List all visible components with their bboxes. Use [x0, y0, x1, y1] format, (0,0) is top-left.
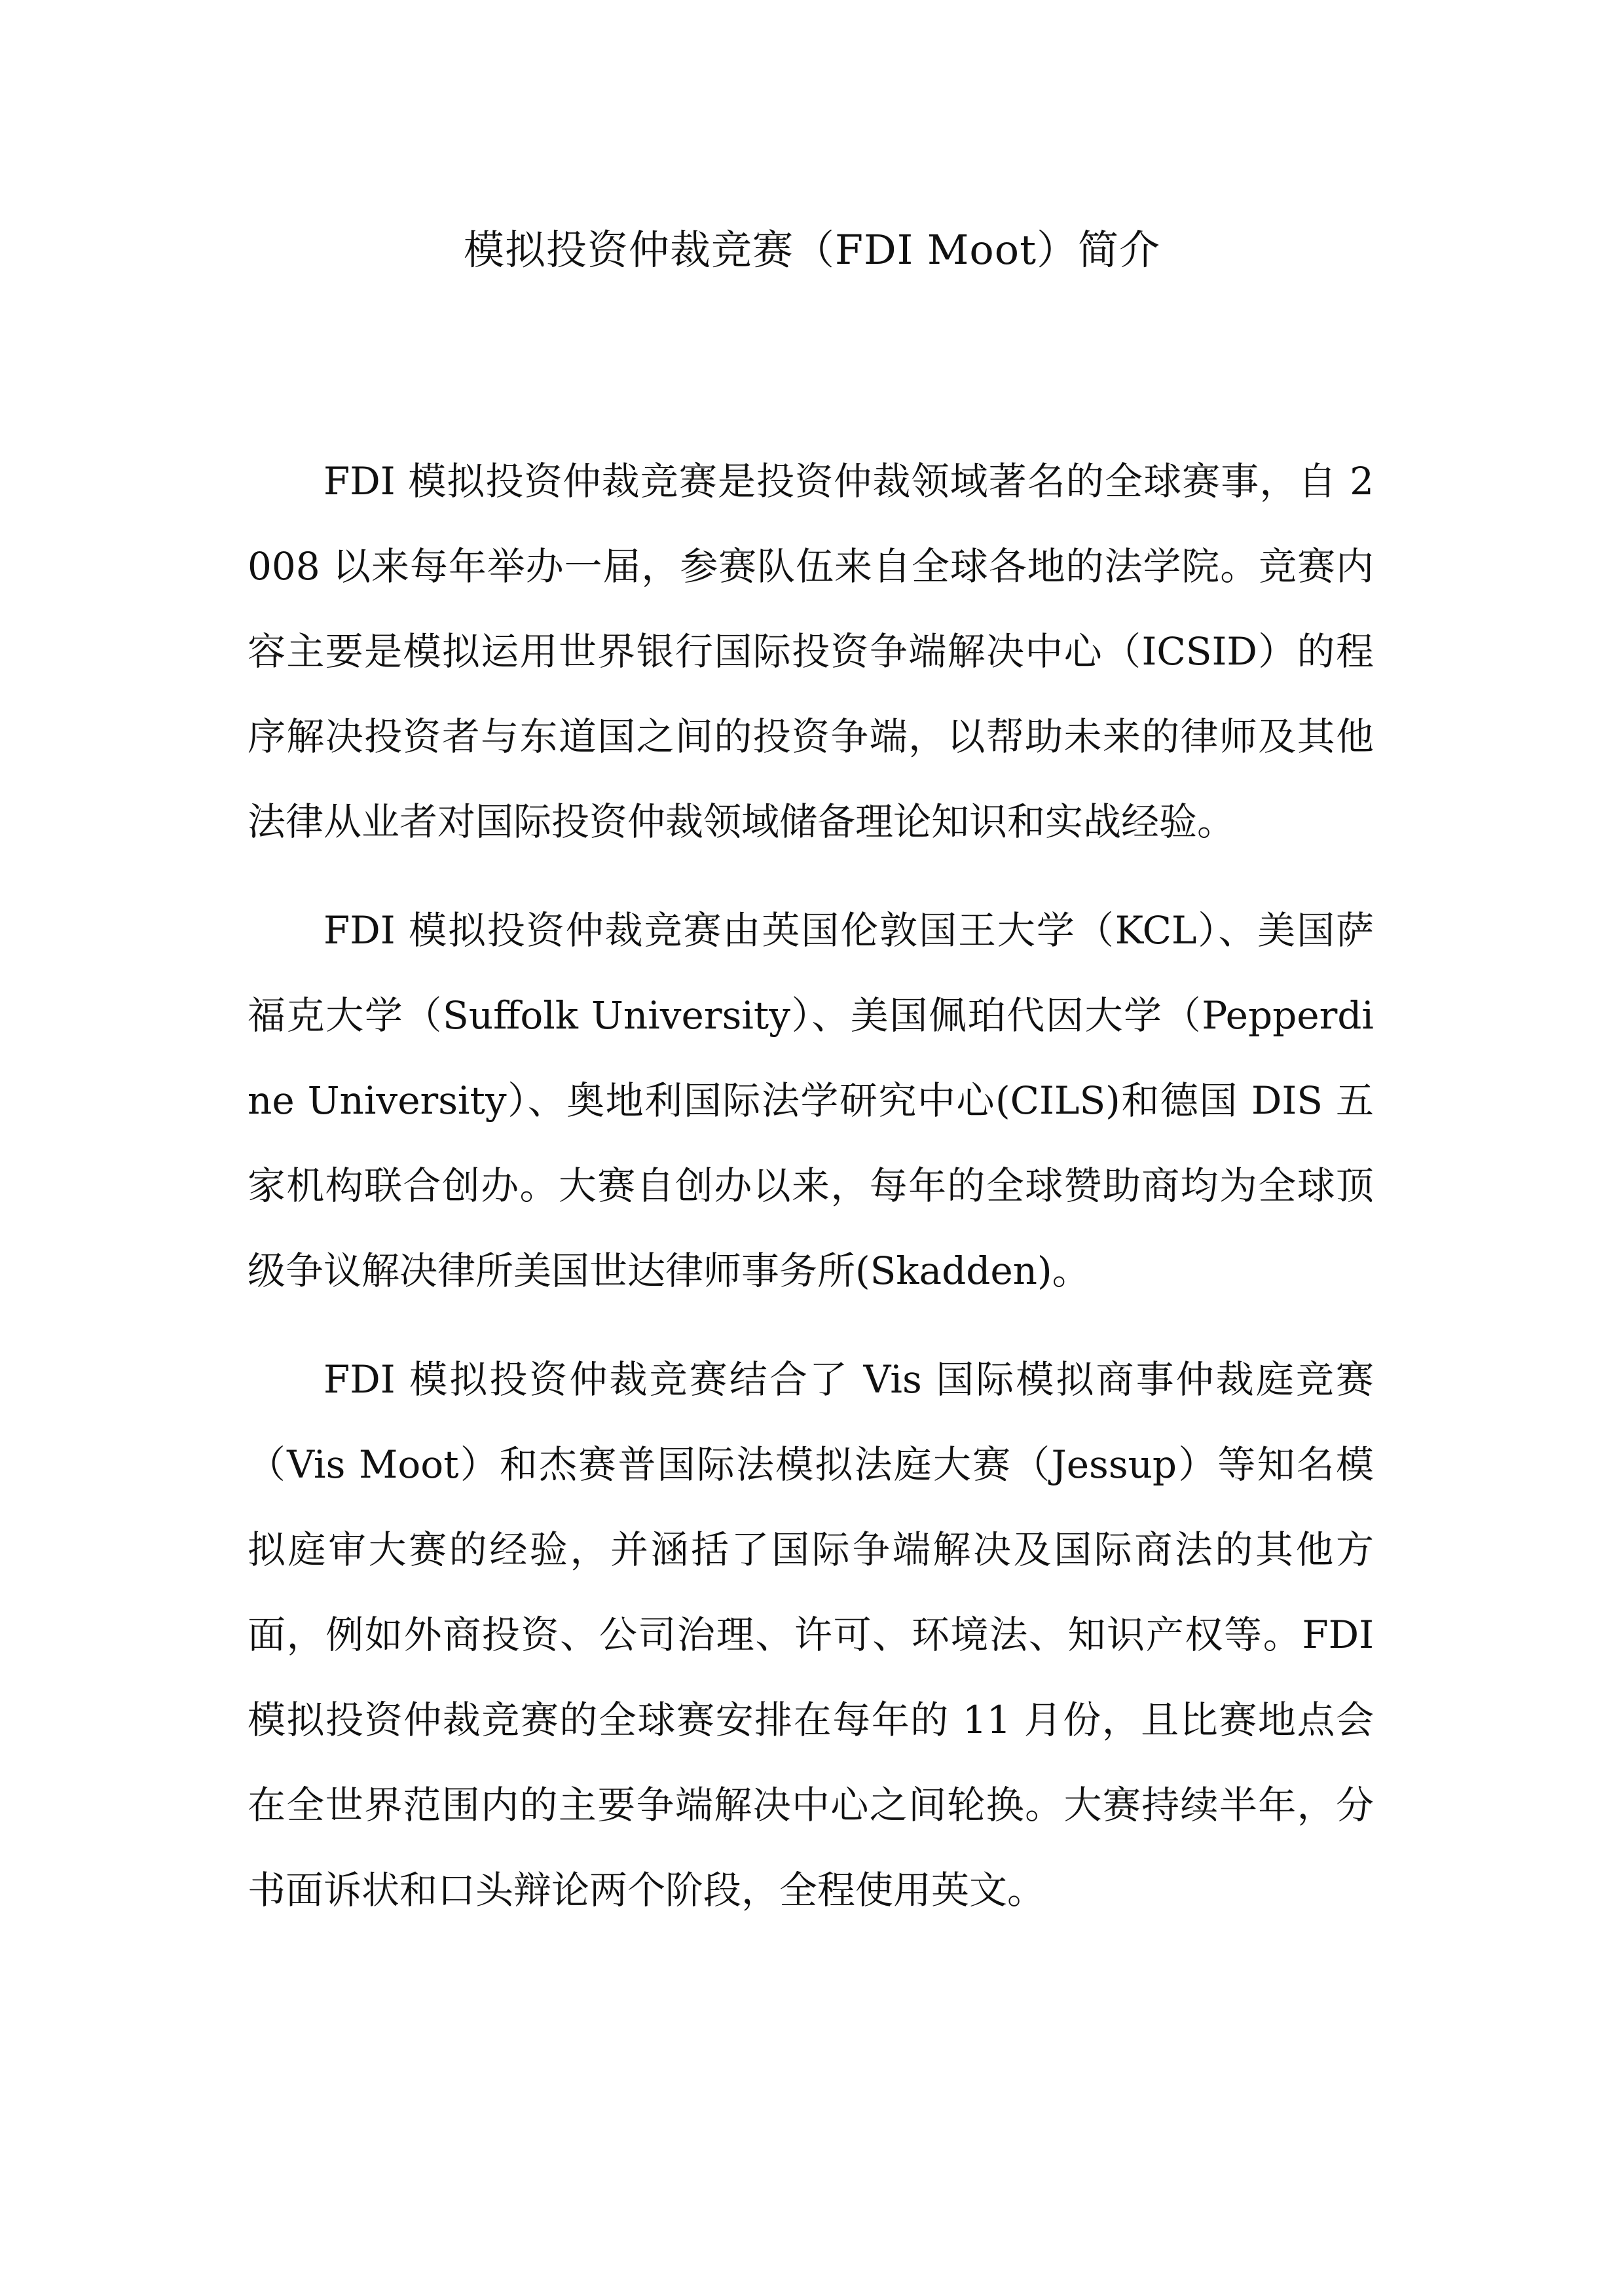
page-title: 模拟投资仲裁竞赛（FDI Moot）简介	[464, 226, 1160, 274]
paragraph-intro: FDI 模拟投资仲裁竞赛是投资仲裁领域著名的全球赛事，自 2008 以来每年举办一届，参赛队伍来自全球各地的法学院。竞赛内容主要是模拟运用世界银行国际投资争端解决中心（ICSID）的程序解决投资者与东道国之间的投资争端，以帮助未来的律师及其他法律从业者对国际投资仲裁领域储备理论知识和实战经验。	[248, 459, 1374, 844]
paragraph-format: FDI 模拟投资仲裁竞赛结合了 Vis 国际模拟商事仲裁庭竞赛（Vis Moot）和杰赛普国际法模拟法庭大赛（Jessup）等知名模拟庭审大赛的经验，并涵括了国际争端解决及国际商法的其他方面，例如外商投资、公司治理、许可、环境法、知识产权等。FDI 模拟投资仲裁竞赛的全球赛安排在每年的 11 月份，且比赛地点会在全世界范围内的主要争端解决中心之间轮换。大赛持续半年，分书面诉状和口头辩论两个阶段，全程使用英文。	[248, 1357, 1374, 1912]
paragraph-founders: FDI 模拟投资仲裁竞赛由英国伦敦国王大学（KCL）、美国萨福克大学（Suffolk University）、美国佩珀代因大学（Pepperdine University）、奥地利国际法学研究中心(CILS)和德国 DIS 五家机构联合创办。大赛自创办以来，每年的全球赞助商均为全球顶级争议解决律所美国世达律师事务所(Skadden)。	[248, 908, 1374, 1293]
document-body	[248, 439, 1374, 1956]
